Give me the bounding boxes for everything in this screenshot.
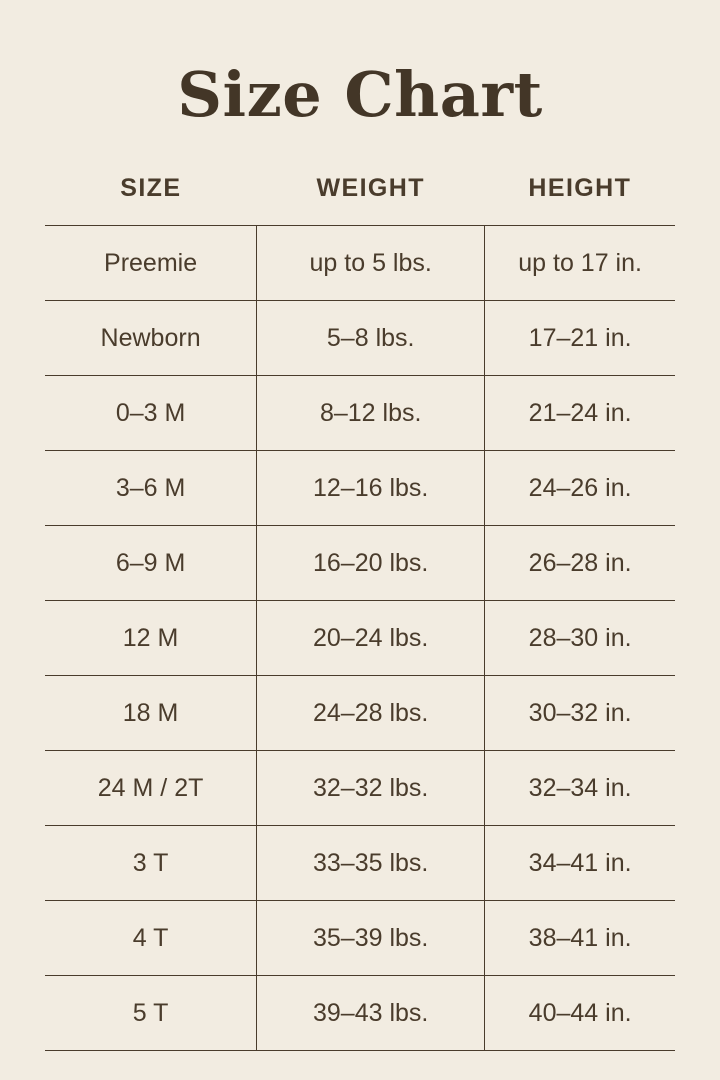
cell-weight: 32–32 lbs. bbox=[257, 751, 485, 826]
cell-height: 26–28 in. bbox=[485, 526, 675, 601]
table-row bbox=[45, 526, 675, 601]
column-header-weight: WEIGHT bbox=[316, 174, 425, 203]
cell-height: 30–32 in. bbox=[485, 676, 675, 751]
table-row bbox=[45, 976, 675, 1051]
cell-weight: 16–20 lbs. bbox=[257, 526, 485, 601]
cell-height: 17–21 in. bbox=[485, 301, 675, 376]
cell-size: 5 T bbox=[45, 976, 257, 1051]
cell-size: Preemie bbox=[45, 226, 257, 301]
cell-weight: 24–28 lbs. bbox=[257, 676, 485, 751]
cell-size: 0–3 M bbox=[45, 376, 257, 451]
column-header-height: HEIGHT bbox=[528, 174, 632, 203]
table-header-row bbox=[45, 173, 675, 226]
cell-weight: 20–24 lbs. bbox=[257, 601, 485, 676]
cell-height: 40–44 in. bbox=[485, 976, 675, 1051]
cell-weight: 39–43 lbs. bbox=[257, 976, 485, 1051]
page-title: Size Chart bbox=[177, 58, 543, 131]
table-row bbox=[45, 451, 675, 526]
cell-size: 24 M / 2T bbox=[45, 751, 257, 826]
cell-height: 21–24 in. bbox=[485, 376, 675, 451]
column-header-size: SIZE bbox=[120, 174, 182, 203]
cell-weight: 8–12 lbs. bbox=[257, 376, 485, 451]
cell-height: 32–34 in. bbox=[485, 751, 675, 826]
table-row bbox=[45, 901, 675, 976]
cell-height: 34–41 in. bbox=[485, 826, 675, 901]
table-header bbox=[45, 173, 675, 226]
table-row bbox=[45, 826, 675, 901]
cell-weight: up to 5 lbs. bbox=[257, 226, 485, 301]
table-row bbox=[45, 601, 675, 676]
cell-size: 3 T bbox=[45, 826, 257, 901]
cell-size: 4 T bbox=[45, 901, 257, 976]
table-body bbox=[45, 226, 675, 1051]
cell-size: Newborn bbox=[45, 301, 257, 376]
cell-height: 38–41 in. bbox=[485, 901, 675, 976]
table-row bbox=[45, 301, 675, 376]
cell-weight: 12–16 lbs. bbox=[257, 451, 485, 526]
size-chart-table-wrapper bbox=[45, 127, 675, 1051]
cell-height: up to 17 in. bbox=[485, 226, 675, 301]
table-row bbox=[45, 751, 675, 826]
size-chart-table bbox=[45, 173, 675, 1051]
cell-size: 12 M bbox=[45, 601, 257, 676]
table-row bbox=[45, 226, 675, 301]
cell-weight: 33–35 lbs. bbox=[257, 826, 485, 901]
cell-size: 6–9 M bbox=[45, 526, 257, 601]
cell-height: 24–26 in. bbox=[485, 451, 675, 526]
cell-weight: 5–8 lbs. bbox=[257, 301, 485, 376]
cell-weight: 35–39 lbs. bbox=[257, 901, 485, 976]
table-row bbox=[45, 676, 675, 751]
cell-size: 18 M bbox=[45, 676, 257, 751]
table-row bbox=[45, 376, 675, 451]
cell-size: 3–6 M bbox=[45, 451, 257, 526]
cell-height: 28–30 in. bbox=[485, 601, 675, 676]
